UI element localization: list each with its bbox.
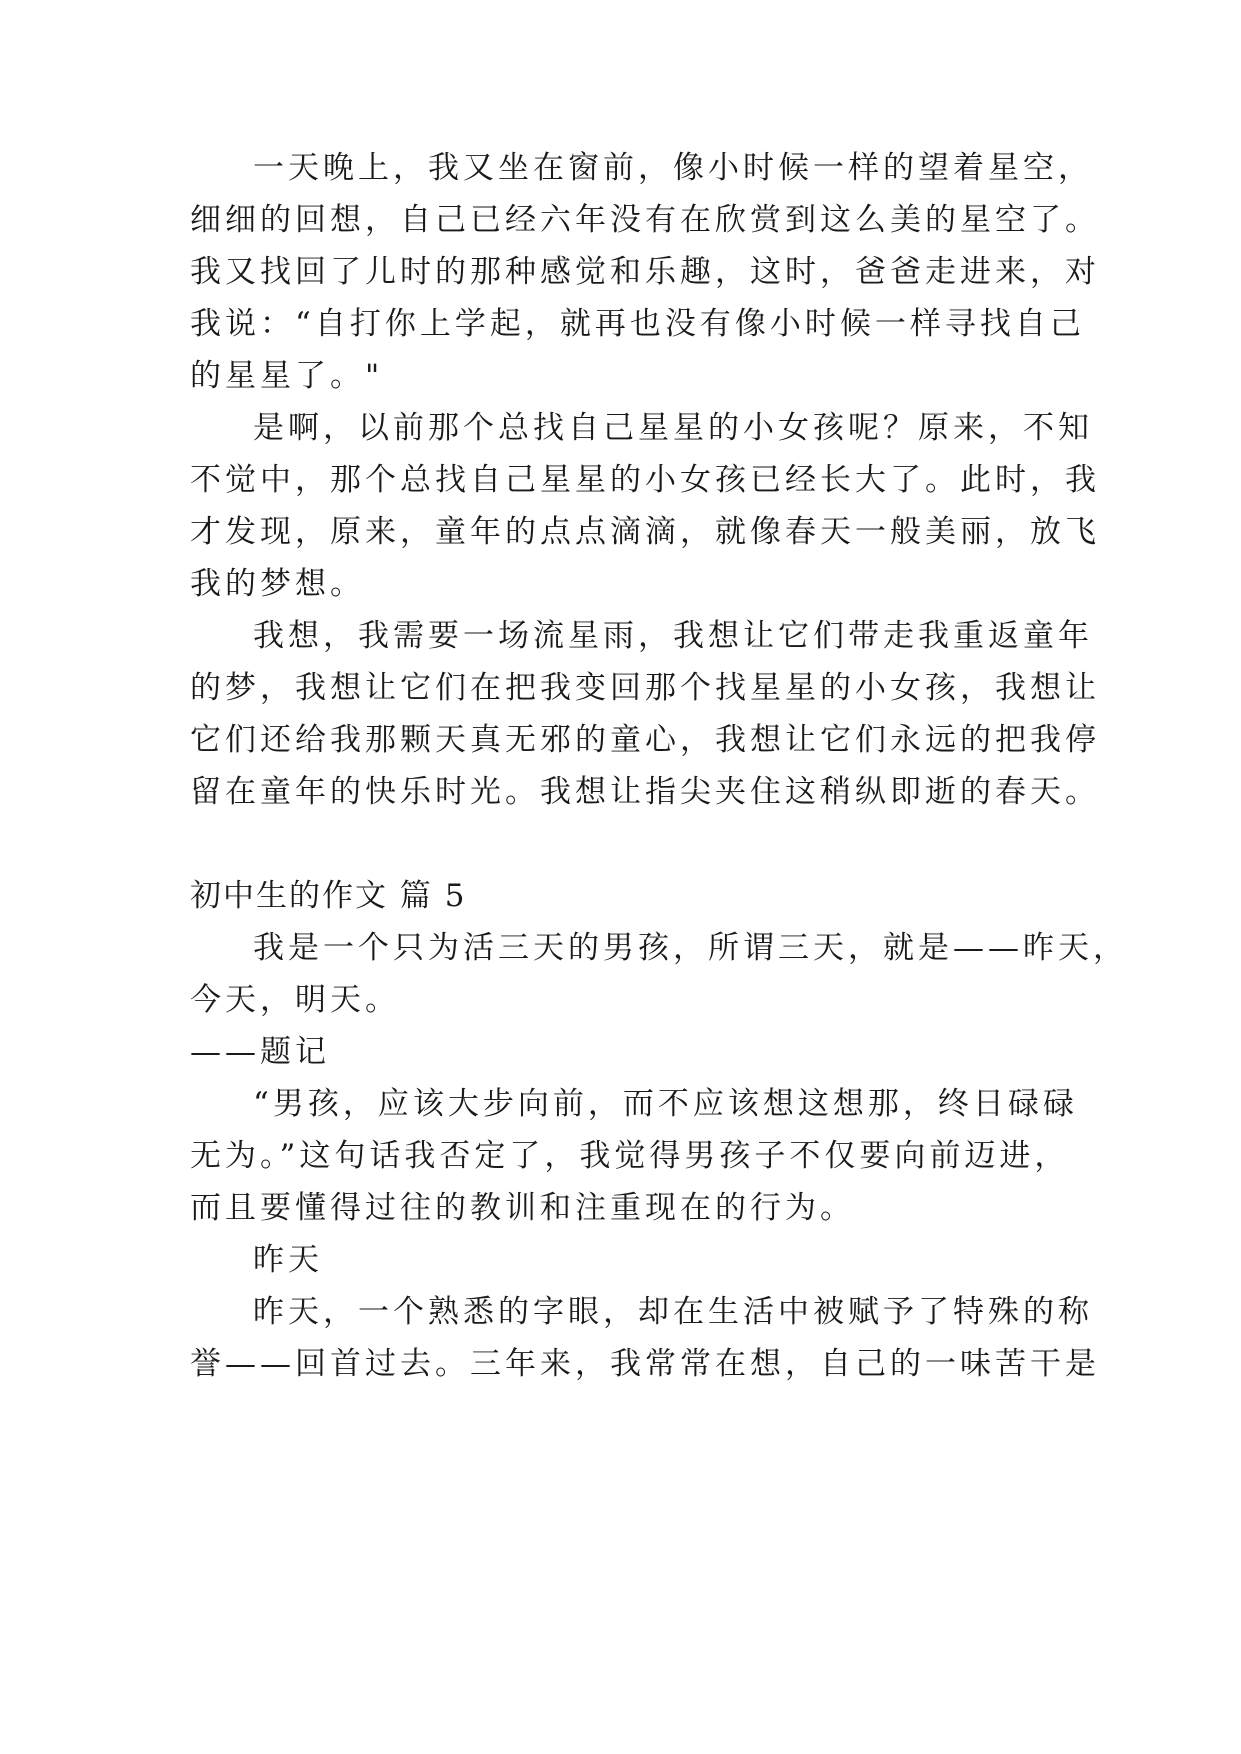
paragraph-line: 不觉中，那个总找自己星星的小女孩已经长大了。此时，我 <box>190 462 1100 498</box>
subheading: 昨天 <box>253 1242 323 1278</box>
paragraph-line: 的星星了。" <box>190 358 384 394</box>
paragraph-line: 我说：“自打你上学起，就再也没有像小时候一样寻找自己 <box>190 306 1085 342</box>
paragraph-line: 留在童年的快乐时光。我想让指尖夹住这稍纵即逝的春天。 <box>190 774 1100 810</box>
paragraph-line: 一天晚上，我又坐在窗前，像小时候一样的望着星空， <box>253 150 1093 186</box>
paragraph-line: 的梦，我想让它们在把我变回那个找星星的小女孩，我想让 <box>190 670 1100 706</box>
paragraph-line: “男孩，应该大步向前，而不应该想这想那，终日碌碌 <box>253 1086 1078 1122</box>
paragraph-line: 无为。”这句话我否定了，我觉得男孩子不仅要向前迈进， <box>190 1138 1070 1174</box>
paragraph-line: 我是一个只为活三天的男孩，所谓三天，就是——昨天， <box>253 930 1128 966</box>
paragraph-line: 昨天，一个熟悉的字眼，却在生活中被赋予了特殊的称 <box>253 1294 1093 1330</box>
section-heading: 初中生的作文 篇 5 <box>190 878 467 914</box>
paragraph-line: 誉——回首过去。三年来，我常常在想，自己的一味苦干是 <box>190 1346 1100 1382</box>
paragraph-line: 我想，我需要一场流星雨，我想让它们带走我重返童年 <box>253 618 1093 654</box>
paragraph-line: 它们还给我那颗天真无邪的童心，我想让它们永远的把我停 <box>190 722 1100 758</box>
paragraph-line: 我又找回了儿时的那种感觉和乐趣，这时，爸爸走进来，对 <box>190 254 1100 290</box>
inscription: ——题记 <box>190 1034 330 1070</box>
paragraph-line: 是啊，以前那个总找自己星星的小女孩呢？原来，不知 <box>253 410 1093 446</box>
paragraph-line: 今天，明天。 <box>190 982 400 1018</box>
paragraph-line: 我的梦想。 <box>190 566 365 602</box>
paragraph-line: 才发现，原来，童年的点点滴滴，就像春天一般美丽，放飞 <box>190 514 1100 550</box>
paragraph-line: 而且要懂得过往的教训和注重现在的行为。 <box>190 1190 855 1226</box>
paragraph-line: 细细的回想，自己已经六年没有在欣赏到这么美的星空了。 <box>190 202 1100 238</box>
